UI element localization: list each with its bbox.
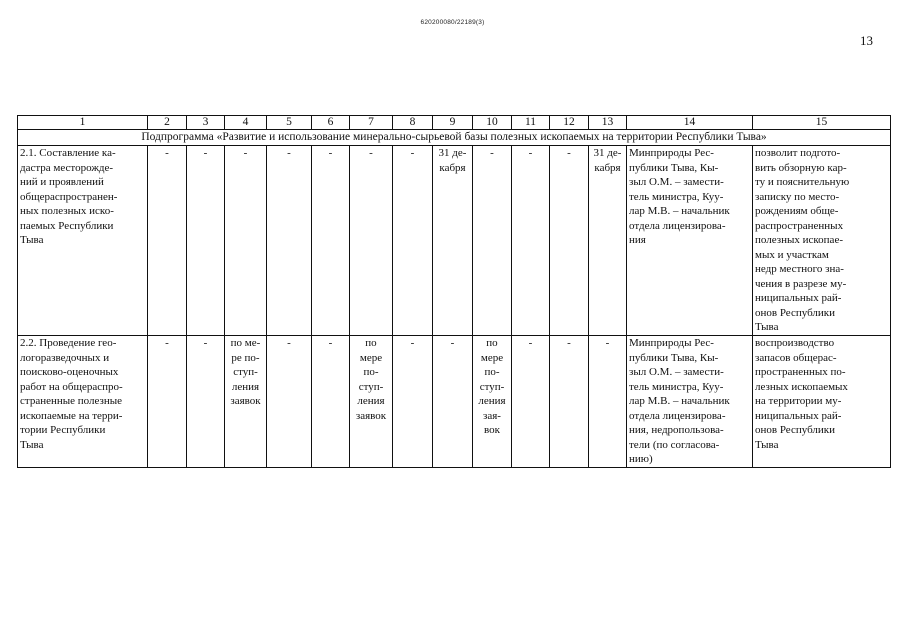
header-cell: 2 [148,116,187,130]
cell-line: - [287,147,291,159]
cell-line: заявок [230,395,261,407]
header-cell: 1 [18,116,148,130]
cell-line: Тыва [755,438,779,451]
cell-line: Минприроды Рес- [629,337,714,349]
cell-line: недр местного зна- [755,263,844,275]
cell-line: чения в разрезе му- [755,277,847,290]
column-number-row [18,116,891,130]
cell-line: 31 де- [438,147,467,159]
cell-line: ния [629,234,646,246]
cell-line: Тыва [20,438,44,451]
cell-line: - [410,337,415,349]
cell-line: лезных ископаемых [755,380,848,393]
cell-line: отдела лицензирова- [629,409,726,422]
header-cell: 11 [512,116,550,130]
cell-line: - [287,337,291,349]
header-cell: 13 [589,116,627,130]
cell-line: Минприроды Рес- [629,147,714,159]
plan-table [17,115,891,468]
cell-responsible [627,336,753,468]
cell-line: на территории му- [755,395,842,407]
cell-line: запасов общерас- [755,351,837,364]
cell-line: - [567,147,571,159]
cell-line: позволит подгото- [755,147,841,159]
cell-col-2 [148,146,187,336]
cell-col-9 [433,146,473,336]
cell-line: по [486,337,498,349]
header-cell: 9 [433,116,473,130]
cell-line: логоразведочных и [20,351,110,364]
cell-line: ступ- [358,380,384,393]
cell-col-2 [148,336,187,468]
cell-line: вок [484,424,500,436]
cell-line: зая- [483,409,501,422]
cell-line: нию) [629,453,653,465]
subprogram-row [18,130,891,146]
cell-col-13 [589,146,627,336]
cell-line: поисково-оценочных [20,366,119,378]
cell-line: Тыва [20,234,44,246]
cell-line: - [328,337,333,349]
cell-line: мых и участкам [755,248,829,261]
cell-col-10 [473,146,512,336]
cell-line: зыл О.М. – замести- [629,366,724,378]
cell-line: Тыва [755,321,779,333]
header-cell: 7 [350,116,393,130]
cell-line: - [369,147,373,159]
cell-line: ре по- [231,351,260,364]
cell-line: кабря [594,161,621,174]
cell-line: онов Республики [755,424,836,436]
cell-col-10 [473,336,512,468]
cell-line: онов Республики [755,306,836,319]
header-cell: 15 [753,116,891,130]
cell-line: записку по место- [755,190,840,203]
cell-line: 31 де- [593,147,622,159]
cell-col-5 [267,336,312,468]
cell-line: по- [484,366,500,378]
cell-line: по [365,337,377,349]
cell-activity [18,146,148,336]
cell-line: кабря [439,161,466,174]
cell-result [753,146,891,336]
header-cell: 6 [312,116,350,130]
cell-line: ний и проявлений [20,176,104,188]
table-row [18,336,891,468]
cell-line: - [328,147,333,159]
cell-col-13 [589,336,627,468]
cell-line: ниципальных рай- [755,292,842,304]
cell-line: - [165,147,169,159]
cell-line: дастра месторожде- [20,161,114,174]
cell-line: - [165,337,169,349]
cell-line: тель министра, Куу- [629,190,724,203]
cell-line: тель министра, Куу- [629,380,724,393]
cell-line: ископаемые на терри- [20,409,123,422]
cell-col-7 [350,336,393,468]
cell-line: - [450,337,455,349]
cell-line: ных полезных иско- [20,205,114,217]
cell-line: ления [478,395,506,407]
cell-line: - [528,147,533,159]
cell-line: отдела лицензирова- [629,219,726,232]
cell-col-6 [312,336,350,468]
cell-line: лар М.В. – начальник [629,205,730,217]
cell-line: публики Тыва, Кы- [629,351,719,364]
cell-col-4 [225,336,267,468]
cell-col-3 [187,336,225,468]
cell-line: - [203,147,208,159]
cell-line: пространенных по- [755,366,846,378]
cell-line: 2.2. Проведение гео- [20,337,117,349]
cell-col-12 [550,146,589,336]
cell-line: воспроизводство [755,337,835,349]
cell-col-8 [393,146,433,336]
cell-line: заявок [355,409,387,422]
header-cell: 8 [393,116,433,130]
cell-line: рождениям обще- [755,205,839,217]
cell-line: - [528,337,533,349]
cell-line: - [203,337,208,349]
header-cell: 5 [267,116,312,130]
cell-col-12 [550,336,589,468]
table-row [18,146,891,336]
cell-line: страненные полезные [20,395,123,407]
cell-line: вить обзорную кар- [755,161,847,174]
header-cell: 10 [473,116,512,130]
cell-col-11 [512,146,550,336]
cell-activity [18,336,148,468]
cell-col-5 [267,146,312,336]
cell-line: по- [363,366,379,378]
cell-line: ступ- [479,380,505,393]
cell-line: лар М.В. – начальник [629,395,730,407]
cell-line: ту и пояснительную [755,176,850,188]
cell-col-8 [393,336,433,468]
cell-line: ления [231,380,260,393]
cell-line: зыл О.М. – замести- [629,176,724,188]
cell-line: ступ- [233,366,258,378]
cell-line: тели (по согласова- [629,438,720,451]
cell-line: - [605,337,610,349]
cell-line: - [490,147,494,159]
cell-line: - [410,147,415,159]
header-cell: 14 [627,116,753,130]
cell-line: мере [359,351,383,364]
cell-line: мере [480,351,504,364]
cell-line: распространенных [755,219,844,232]
header-cell: 4 [225,116,267,130]
cell-col-3 [187,146,225,336]
cell-line: - [243,147,248,159]
cell-responsible [627,146,753,336]
cell-line: полезных ископае- [755,234,843,246]
cell-line: 2.1. Составление ка- [20,147,116,159]
cell-col-9 [433,336,473,468]
header-cell: 3 [187,116,225,130]
cell-line: - [567,337,571,349]
cell-line: общераспространен- [20,190,118,203]
cell-line: паемых Республики [20,219,114,232]
header-cell: 12 [550,116,589,130]
cell-result [753,336,891,468]
cell-line: публики Тыва, Кы- [629,161,719,174]
cell-line: ления [357,395,385,407]
subprogram-title: Подпрограмма «Развитие и использование минерально-сырьевой базы полезных ископаемых на территории Республики Тыва» [18,130,891,146]
cell-line: по ме- [230,337,261,349]
cell-line: ниципальных рай- [755,409,842,422]
document-id: 620200080/22189(3) [420,19,485,26]
cell-col-4 [225,146,267,336]
page-number: 13 [860,33,873,48]
cell-line: ния, недропользова- [629,424,724,436]
cell-col-6 [312,146,350,336]
cell-line: тории Республики [20,424,106,436]
cell-col-11 [512,336,550,468]
cell-col-7 [350,146,393,336]
cell-line: работ на общераспро- [20,380,123,393]
